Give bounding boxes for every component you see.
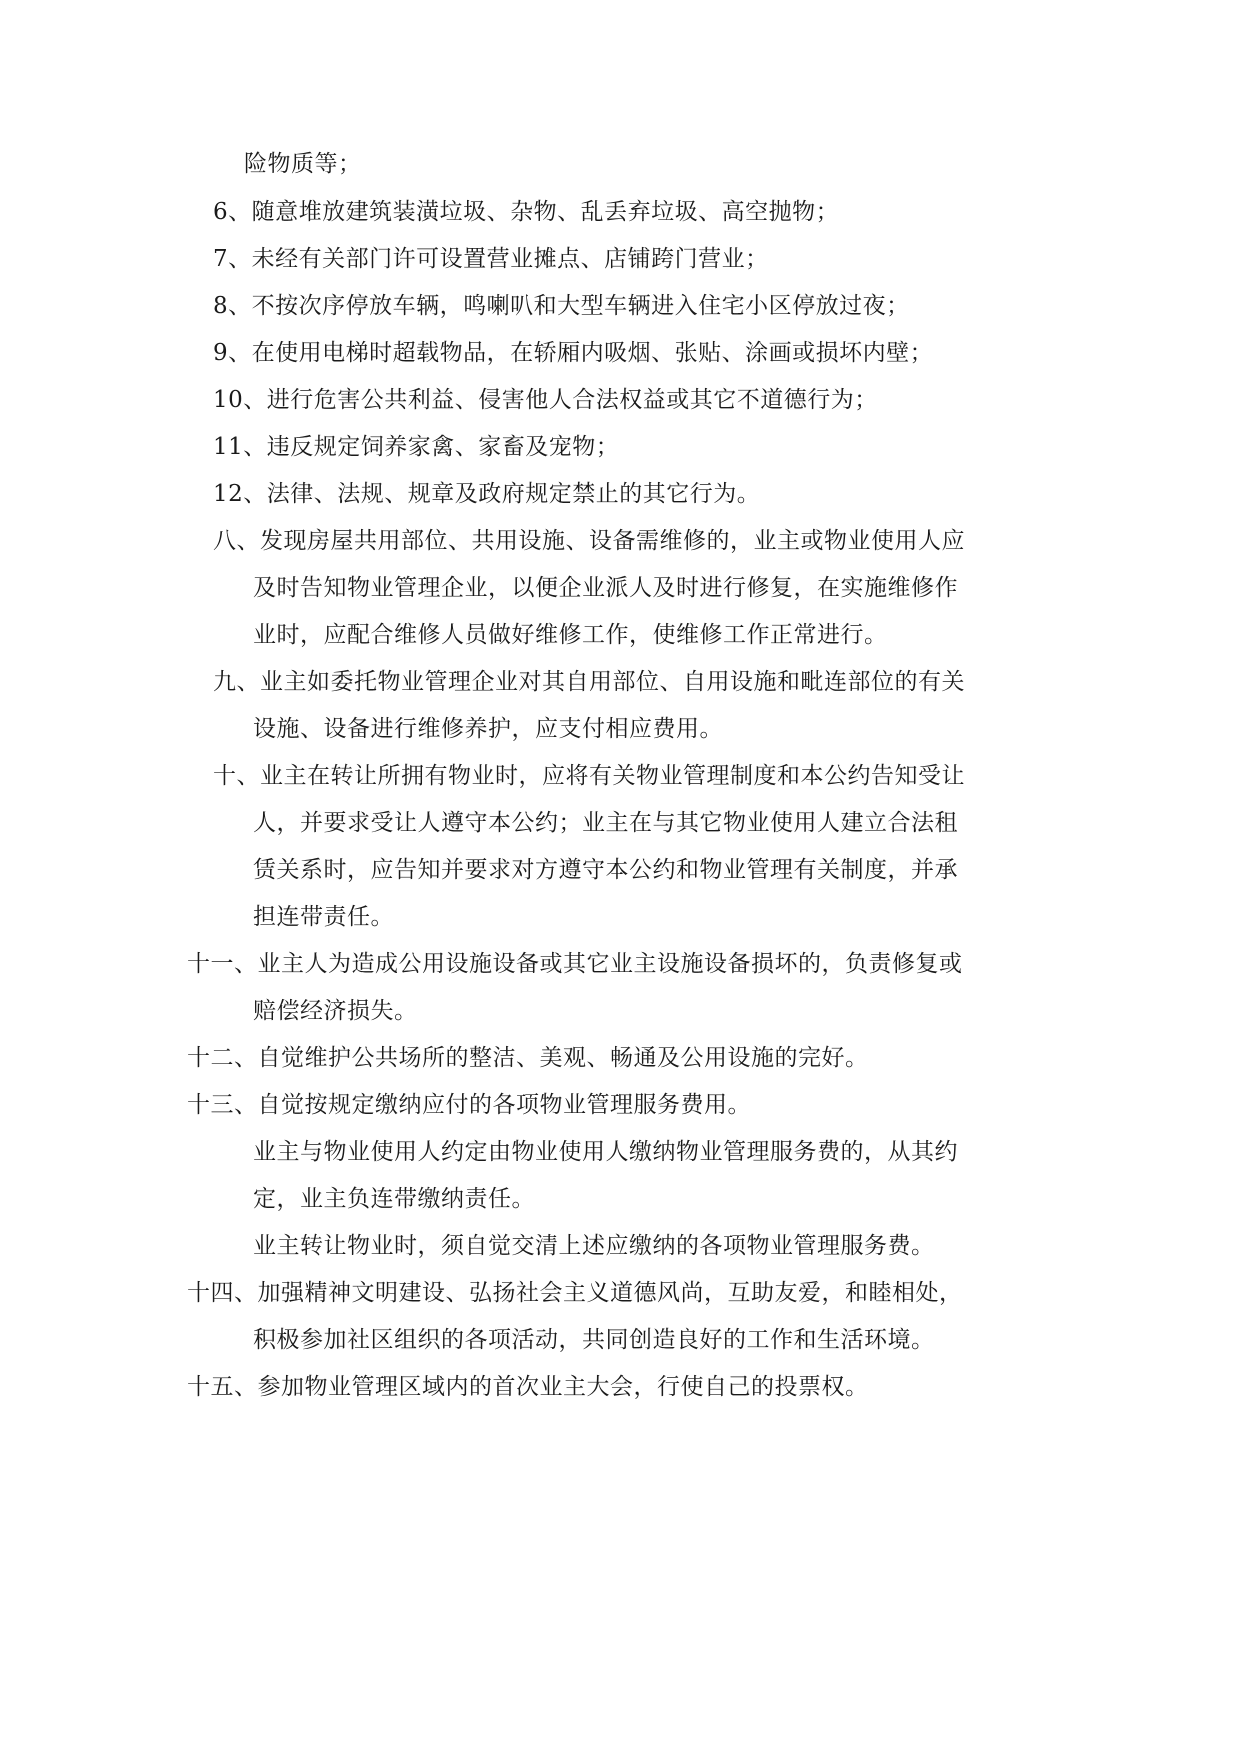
list-item: 12、法律、法规、规章及政府规定禁止的其它行为。 bbox=[213, 481, 761, 507]
clause-heading: 九、业主如委托物业管理企业对其自用部位、自用设施和毗连部位的有关 bbox=[213, 669, 965, 695]
clause-continuation: 人，并要求受让人遵守本公约；业主在与其它物业使用人建立合法租 bbox=[253, 810, 958, 836]
clause-continuation: 赔偿经济损失。 bbox=[253, 998, 418, 1024]
clause-heading: 十四、加强精神文明建设、弘扬社会主义道德风尚，互助友爱，和睦相处， bbox=[187, 1280, 963, 1306]
clause-continuation: 业时，应配合维修人员做好维修工作，使维修工作正常进行。 bbox=[253, 622, 888, 648]
clause-paragraph: 业主转让物业时，须自觉交清上述应缴纳的各项物业管理服务费。 bbox=[253, 1233, 935, 1259]
clause-continuation: 积极参加社区组织的各项活动，共同创造良好的工作和生活环境。 bbox=[253, 1327, 935, 1353]
clause-heading: 十二、自觉维护公共场所的整洁、美观、畅通及公用设施的完好。 bbox=[187, 1045, 869, 1071]
clause-heading: 八、发现房屋共用部位、共用设施、设备需维修的，业主或物业使用人应 bbox=[213, 528, 965, 554]
clause-continuation: 赁关系时，应告知并要求对方遵守本公约和物业管理有关制度，并承 bbox=[253, 857, 958, 883]
clause-continuation: 担连带责任。 bbox=[253, 904, 394, 930]
clause-continuation: 及时告知物业管理企业，以便企业派人及时进行修复，在实施维修作 bbox=[253, 575, 958, 601]
clause-continuation: 定，业主负连带缴纳责任。 bbox=[253, 1186, 535, 1212]
list-item: 8、不按次序停放车辆，鸣喇叭和大型车辆进入住宅小区停放过夜； bbox=[213, 293, 910, 319]
clause-heading: 十、业主在转让所拥有物业时，应将有关物业管理制度和本公约告知受让 bbox=[213, 763, 965, 789]
list-item: 11、违反规定饲养家禽、家畜及宠物； bbox=[213, 434, 620, 460]
clause-heading: 十一、业主人为造成公用设施设备或其它业主设施设备损坏的，负责修复或 bbox=[187, 951, 963, 977]
list-item: 10、进行危害公共利益、侵害他人合法权益或其它不道德行为； bbox=[213, 387, 878, 413]
text-line: 险物质等； bbox=[244, 151, 362, 177]
list-item: 6、随意堆放建筑装潢垃圾、杂物、乱丢弃垃圾、高空抛物； bbox=[213, 199, 840, 225]
list-item: 9、在使用电梯时超载物品，在轿厢内吸烟、张贴、涂画或损坏内壁； bbox=[213, 340, 934, 366]
list-item: 7、未经有关部门许可设置营业摊点、店铺跨门营业； bbox=[213, 246, 769, 272]
clause-paragraph: 业主与物业使用人约定由物业使用人缴纳物业管理服务费的，从其约 bbox=[253, 1139, 958, 1165]
clause-continuation: 设施、设备进行维修养护，应支付相应费用。 bbox=[253, 716, 723, 742]
clause-heading: 十三、自觉按规定缴纳应付的各项物业管理服务费用。 bbox=[187, 1092, 751, 1118]
clause-heading: 十五、参加物业管理区域内的首次业主大会，行使自己的投票权。 bbox=[187, 1374, 869, 1400]
